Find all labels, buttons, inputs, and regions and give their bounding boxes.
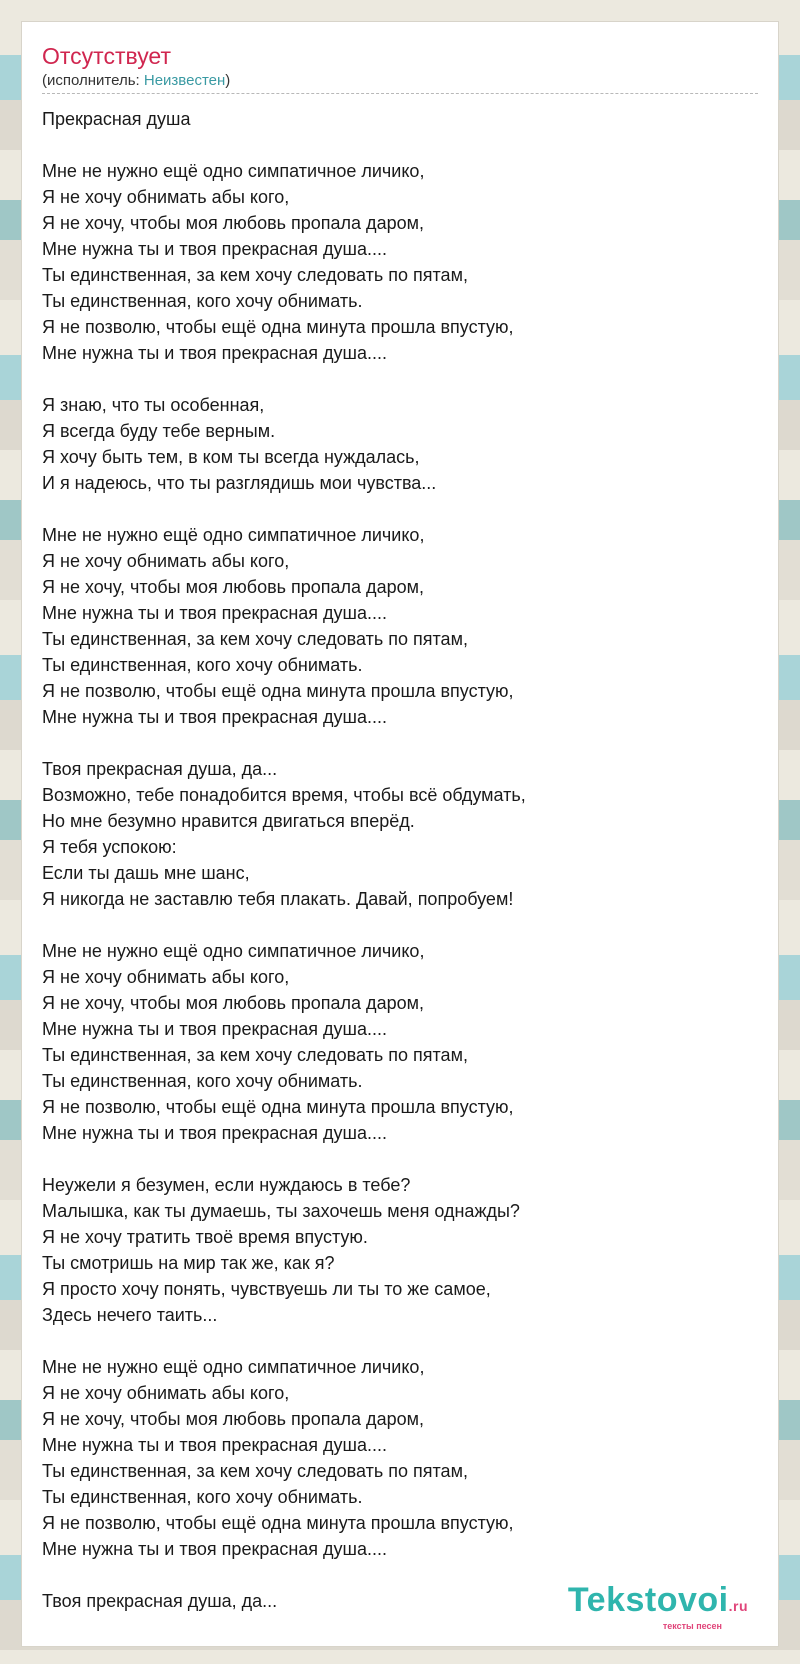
lyric-line: Я не позволю, чтобы ещё одна минута прошла впустую, (42, 681, 514, 701)
lyric-line (42, 1146, 742, 1172)
artist-line (42, 72, 230, 90)
lyric-line: Я тебя успокою: (42, 837, 177, 857)
site-logo[interactable] (568, 1583, 748, 1631)
lyric-line: Я не позволю, чтобы ещё одна минута прошла впустую, (42, 1513, 514, 1533)
lyric-line: Мне нужна ты и твоя прекрасная душа.... (42, 1539, 388, 1559)
lyric-line (42, 496, 742, 522)
lyric-line (42, 366, 742, 392)
lyric-line: Мне нужна ты и твоя прекрасная душа.... (42, 239, 388, 259)
lyric-line: Я не хочу, чтобы моя любовь пропала даром, (42, 213, 424, 233)
lyric-line: Я не хочу, чтобы моя любовь пропала даром, (42, 577, 424, 597)
lyrics-card (21, 21, 779, 1647)
lyric-line (42, 730, 742, 756)
artist-prefix: (исполнитель: (42, 72, 144, 89)
lyric-line: Твоя прекрасная душа, да... (42, 759, 278, 779)
lyrics-body (42, 106, 742, 1614)
lyric-line: Я не позволю, чтобы ещё одна минута прошла впустую, (42, 317, 514, 337)
lyric-line: Я хочу быть тем, в ком ты всегда нуждалась, (42, 447, 420, 467)
lyric-line: Я просто хочу понять, чувствуешь ли ты то же самое, (42, 1279, 491, 1299)
lyric-line: Я не хочу обнимать абы кого, (42, 967, 290, 987)
lyric-line: Мне нужна ты и твоя прекрасная душа.... (42, 707, 388, 727)
artist-link[interactable]: Неизвестен (143, 72, 226, 89)
lyric-line: Мне не нужно ещё одно симпатичное личико, (42, 941, 425, 961)
lyric-line: Возможно, тебе понадобится время, чтобы всё обдумать, (42, 785, 526, 805)
song-title: Отсутствует (42, 43, 171, 69)
lyric-line: Я никогда не заставлю тебя плакать. Давай, попробуем! (42, 889, 514, 909)
lyric-line: Я не хочу обнимать абы кого, (42, 187, 290, 207)
lyric-line: Я всегда буду тебе верным. (42, 421, 276, 441)
lyric-line: Здесь нечего таить... (42, 1305, 218, 1325)
lyric-line: Ты единственная, за кем хочу следовать по пятам, (42, 629, 468, 649)
lyric-line: Твоя прекрасная душа, да... (42, 1591, 278, 1611)
lyric-line: Ты единственная, кого хочу обнимать. (42, 655, 363, 675)
lyric-line: Я не хочу, чтобы моя любовь пропала даром, (42, 993, 424, 1013)
logo-tagline: тексты песен (662, 1621, 722, 1631)
logo-tld: .ru (728, 1598, 748, 1614)
lyric-line: Малышка, как ты думаешь, ты захочешь меня однажды? (42, 1201, 520, 1221)
logo-main-text: Tekstovoi (567, 1581, 729, 1619)
lyric-line: Ты единственная, кого хочу обнимать. (42, 1071, 363, 1091)
lyric-line: И я надеюсь, что ты разглядишь мои чувства... (42, 473, 437, 493)
lyric-line: Если ты дашь мне шанс, (42, 863, 250, 883)
lyric-line: Я не хочу обнимать абы кого, (42, 551, 290, 571)
title-divider (42, 93, 758, 94)
lyric-line: Я знаю, что ты особенная, (42, 395, 265, 415)
lyric-line (42, 1328, 742, 1354)
lyric-line: Мне не нужно ещё одно симпатичное личико, (42, 525, 425, 545)
lyric-line: Я не хочу, чтобы моя любовь пропала даром, (42, 1409, 424, 1429)
lyric-line (42, 912, 742, 938)
lyric-line: Но мне безумно нравится двигаться вперёд. (42, 811, 415, 831)
lyric-line: Ты единственная, за кем хочу следовать по пятам, (42, 1461, 468, 1481)
lyric-line: Ты единственная, за кем хочу следовать по пятам, (42, 1045, 468, 1065)
lyric-line: Ты смотришь на мир так же, как я? (42, 1253, 335, 1273)
lyric-line: Ты единственная, кого хочу обнимать. (42, 291, 363, 311)
lyric-line: Мне не нужно ещё одно симпатичное личико, (42, 161, 425, 181)
lyric-line: Мне не нужно ещё одно симпатичное личико, (42, 1357, 425, 1377)
lyric-line: Прекрасная душа (42, 109, 191, 129)
lyric-line: Мне нужна ты и твоя прекрасная душа.... (42, 603, 388, 623)
lyric-line: Неужели я безумен, если нуждаюсь в тебе? (42, 1175, 411, 1195)
lyric-line: Мне нужна ты и твоя прекрасная душа.... (42, 1019, 388, 1039)
lyric-line: Ты единственная, кого хочу обнимать. (42, 1487, 363, 1507)
lyric-line: Я не позволю, чтобы ещё одна минута прошла впустую, (42, 1097, 514, 1117)
lyric-line: Мне нужна ты и твоя прекрасная душа.... (42, 1435, 388, 1455)
artist-suffix: ) (225, 72, 231, 89)
lyric-line: Ты единственная, за кем хочу следовать по пятам, (42, 265, 468, 285)
lyric-line: Я не хочу обнимать абы кого, (42, 1383, 290, 1403)
lyric-line: Мне нужна ты и твоя прекрасная душа.... (42, 1123, 388, 1143)
logo-wordmark (568, 1583, 748, 1623)
lyric-line: Мне нужна ты и твоя прекрасная душа.... (42, 343, 388, 363)
lyric-line (42, 132, 742, 158)
lyric-line: Я не хочу тратить твоё время впустую. (42, 1227, 368, 1247)
